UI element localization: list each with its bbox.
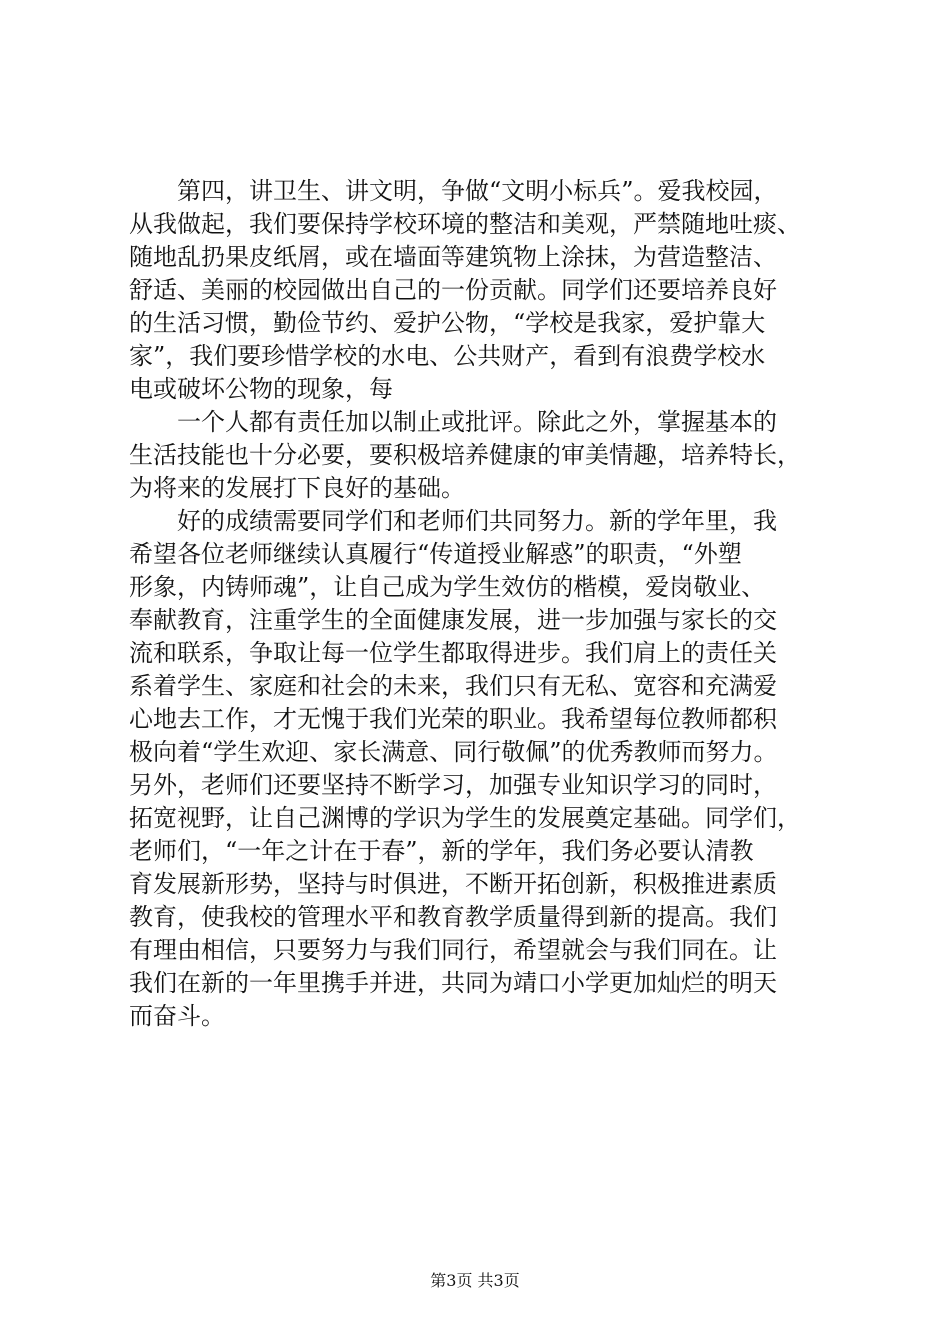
page-number-footer: 第3页 共3页 [430,1271,520,1290]
text-line: 我们在新的一年里携手并进，共同为靖口小学更加灿烂的明天 [129,969,777,997]
text-line: 生活技能也十分必要，要积极培养健康的审美情趣，培养特长， [129,441,801,469]
text-line: 育发展新形势，坚持与时俱进，不断开拓创新，积极推进素质 [129,870,777,898]
text-line: 系着学生、家庭和社会的未来，我们只有无私、宽容和充满爱 [129,672,777,700]
paragraph-teachers [129,505,849,1033]
text-line: 有理由相信，只要努力与我们同行，希望就会与我们同在。让 [129,936,777,964]
text-line: 舒适、美丽的校园做出自己的一份贡献。同学们还要培养良好 [129,276,777,304]
text-line: 老师们，“一年之计在于春”，新的学年，我们务必要认清教 [129,837,754,865]
text-line: 另外，老师们还要坚持不断学习，加强专业知识学习的同时， [129,771,777,799]
text-line: 奉献教育，注重学生的全面健康发展，进一步加强与家长的交 [129,606,777,634]
text-line: 为将来的发展打下良好的基础。 [129,474,465,502]
text-line: 流和联系，争取让每一位学生都取得进步。我们肩上的责任关 [129,639,777,667]
text-line: 电或破坏公物的现象，每 [129,375,393,403]
text-line: 第四，讲卫生、讲文明，争做“文明小标兵”。爱我校园， [129,177,778,205]
text-line: 希望各位老师继续认真履行“传道授业解惑”的职责，“外塑 [129,540,742,568]
text-line: 形象，内铸师魂”，让自己成为学生效仿的楷模，爱岗敬业、 [129,573,766,601]
text-line: 好的成绩需要同学们和老师们共同努力。新的学年里，我 [129,507,777,535]
text-line: 心地去工作，才无愧于我们光荣的职业。我希望每位教师都积 [129,705,777,733]
paragraph-responsibility [129,406,849,505]
text-line: 而奋斗。 [129,1002,225,1030]
paragraph-hygiene [129,175,849,406]
text-line: 的生活习惯，勤俭节约、爱护公物，“学校是我家，爱护靠大 [129,309,766,337]
text-line: 家”，我们要珍惜学校的水电、公共财产，看到有浪费学校水 [129,342,766,370]
text-line: 一个人都有责任加以制止或批评。除此之外，掌握基本的 [129,408,777,436]
text-line: 随地乱扔果皮纸屑，或在墙面等建筑物上涂抹，为营造整洁、 [129,243,777,271]
text-line: 拓宽视野，让自己渊博的学识为学生的发展奠定基础。同学们， [129,804,801,832]
text-line: 极向着“学生欢迎、家长满意、同行敬佩”的优秀教师而努力。 [129,738,778,766]
text-line: 从我做起，我们要保持学校环境的整洁和美观，严禁随地吐痰、 [129,210,801,238]
document-body [129,175,849,1033]
text-line: 教育，使我校的管理水平和教育教学质量得到新的提高。我们 [129,903,777,931]
